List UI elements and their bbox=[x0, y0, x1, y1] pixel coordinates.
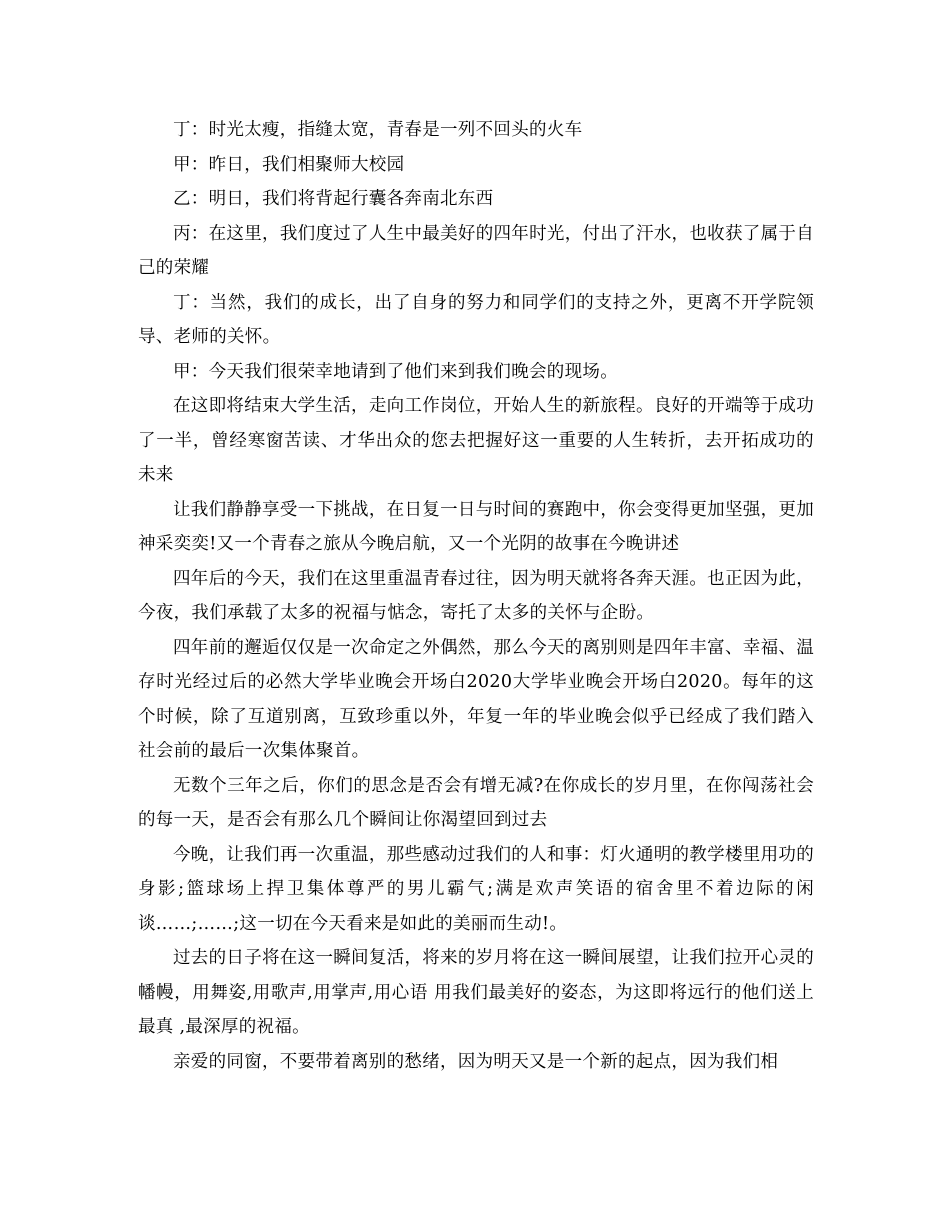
paragraph-2: 甲：昨日，我们相聚师大校园 bbox=[173, 154, 405, 175]
paragraph-4: 丙：在这里，我们度过了人生中最美好的四年时光，付出了汗水，也收获了属于自己的荣耀 bbox=[138, 223, 814, 278]
paragraph-1: 丁：时光太瘦，指缝太宽，青春是一列不回头的火车 bbox=[173, 120, 583, 140]
paragraph-12: 今晚，让我们再一次重温，那些感动过我们的人和事：灯火通明的教学楼里用功的身影;篮球场上捍卫集体尊严的男儿霸气;满是欢声笑语的宿舍里不着边际的闲谈……;……;这一切在今天看来是如此的美丽而生动!。 bbox=[138, 844, 814, 934]
paragraph-13: 过去的日子将在这一瞬间复活，将来的岁月将在这一瞬间展望，让我们拉开心灵的幡幔，用舞姿,用歌声,用掌声,用心语 用我们最美好的姿态，为这即将远行的他们送上最真 ,最深厚的祝福。 bbox=[138, 948, 814, 1037]
paragraph-6: 甲：今天我们很荣幸地请到了他们来到我们晚会的现场。 bbox=[173, 361, 618, 382]
paragraph-8: 让我们静静享受一下挑战，在日复一日与时间的赛跑中，你会变得更加坚强，更加神采奕奕!又一个青春之旅从今晚启航，又一个光阴的故事在今晚讲述 bbox=[138, 499, 814, 554]
paragraph-11: 无数个三年之后，你们的思念是否会有增无减?在你成长的岁月里，在你闯荡社会的每一天，是否会有那么几个瞬间让你渴望回到过去 bbox=[138, 775, 814, 830]
paragraph-9: 四年后的今天，我们在这里重温青春过往，因为明天就将各奔天涯。也正因为此，今夜，我们承载了太多的祝福与惦念，寄托了太多的关怀与企盼。 bbox=[138, 568, 814, 623]
paragraph-10: 四年前的邂逅仅仅是一次命定之外偶然，那么今天的离别则是四年丰富、幸福、温存时光经过后的必然大学毕业晚会开场白2020大学毕业晚会开场白2020。每年的这个时候，除了互道别离，互致珍重以外，年复一年的毕业晚会似乎已经成了我们踏入社会前的最后一次集体聚首。 bbox=[138, 637, 814, 761]
paragraph-14: 亲爱的同窗，不要带着离别的愁绪，因为明天又是一个新的起点，因为我们相 bbox=[173, 1051, 779, 1072]
paragraph-3: 乙：明日，我们将背起行囊各奔南北东西 bbox=[173, 189, 494, 209]
paragraph-5: 丁：当然，我们的成长，出了自身的努力和同学们的支持之外，更离不开学院领导、老师的关怀。 bbox=[138, 292, 814, 347]
paragraph-7: 在这即将结束大学生活，走向工作岗位，开始人生的新旅程。良好的开端等于成功了一半，曾经寒窗苦读、才华出众的您去把握好这一重要的人生转折，去开拓成功的未来 bbox=[138, 396, 814, 485]
document-body bbox=[138, 113, 814, 1079]
